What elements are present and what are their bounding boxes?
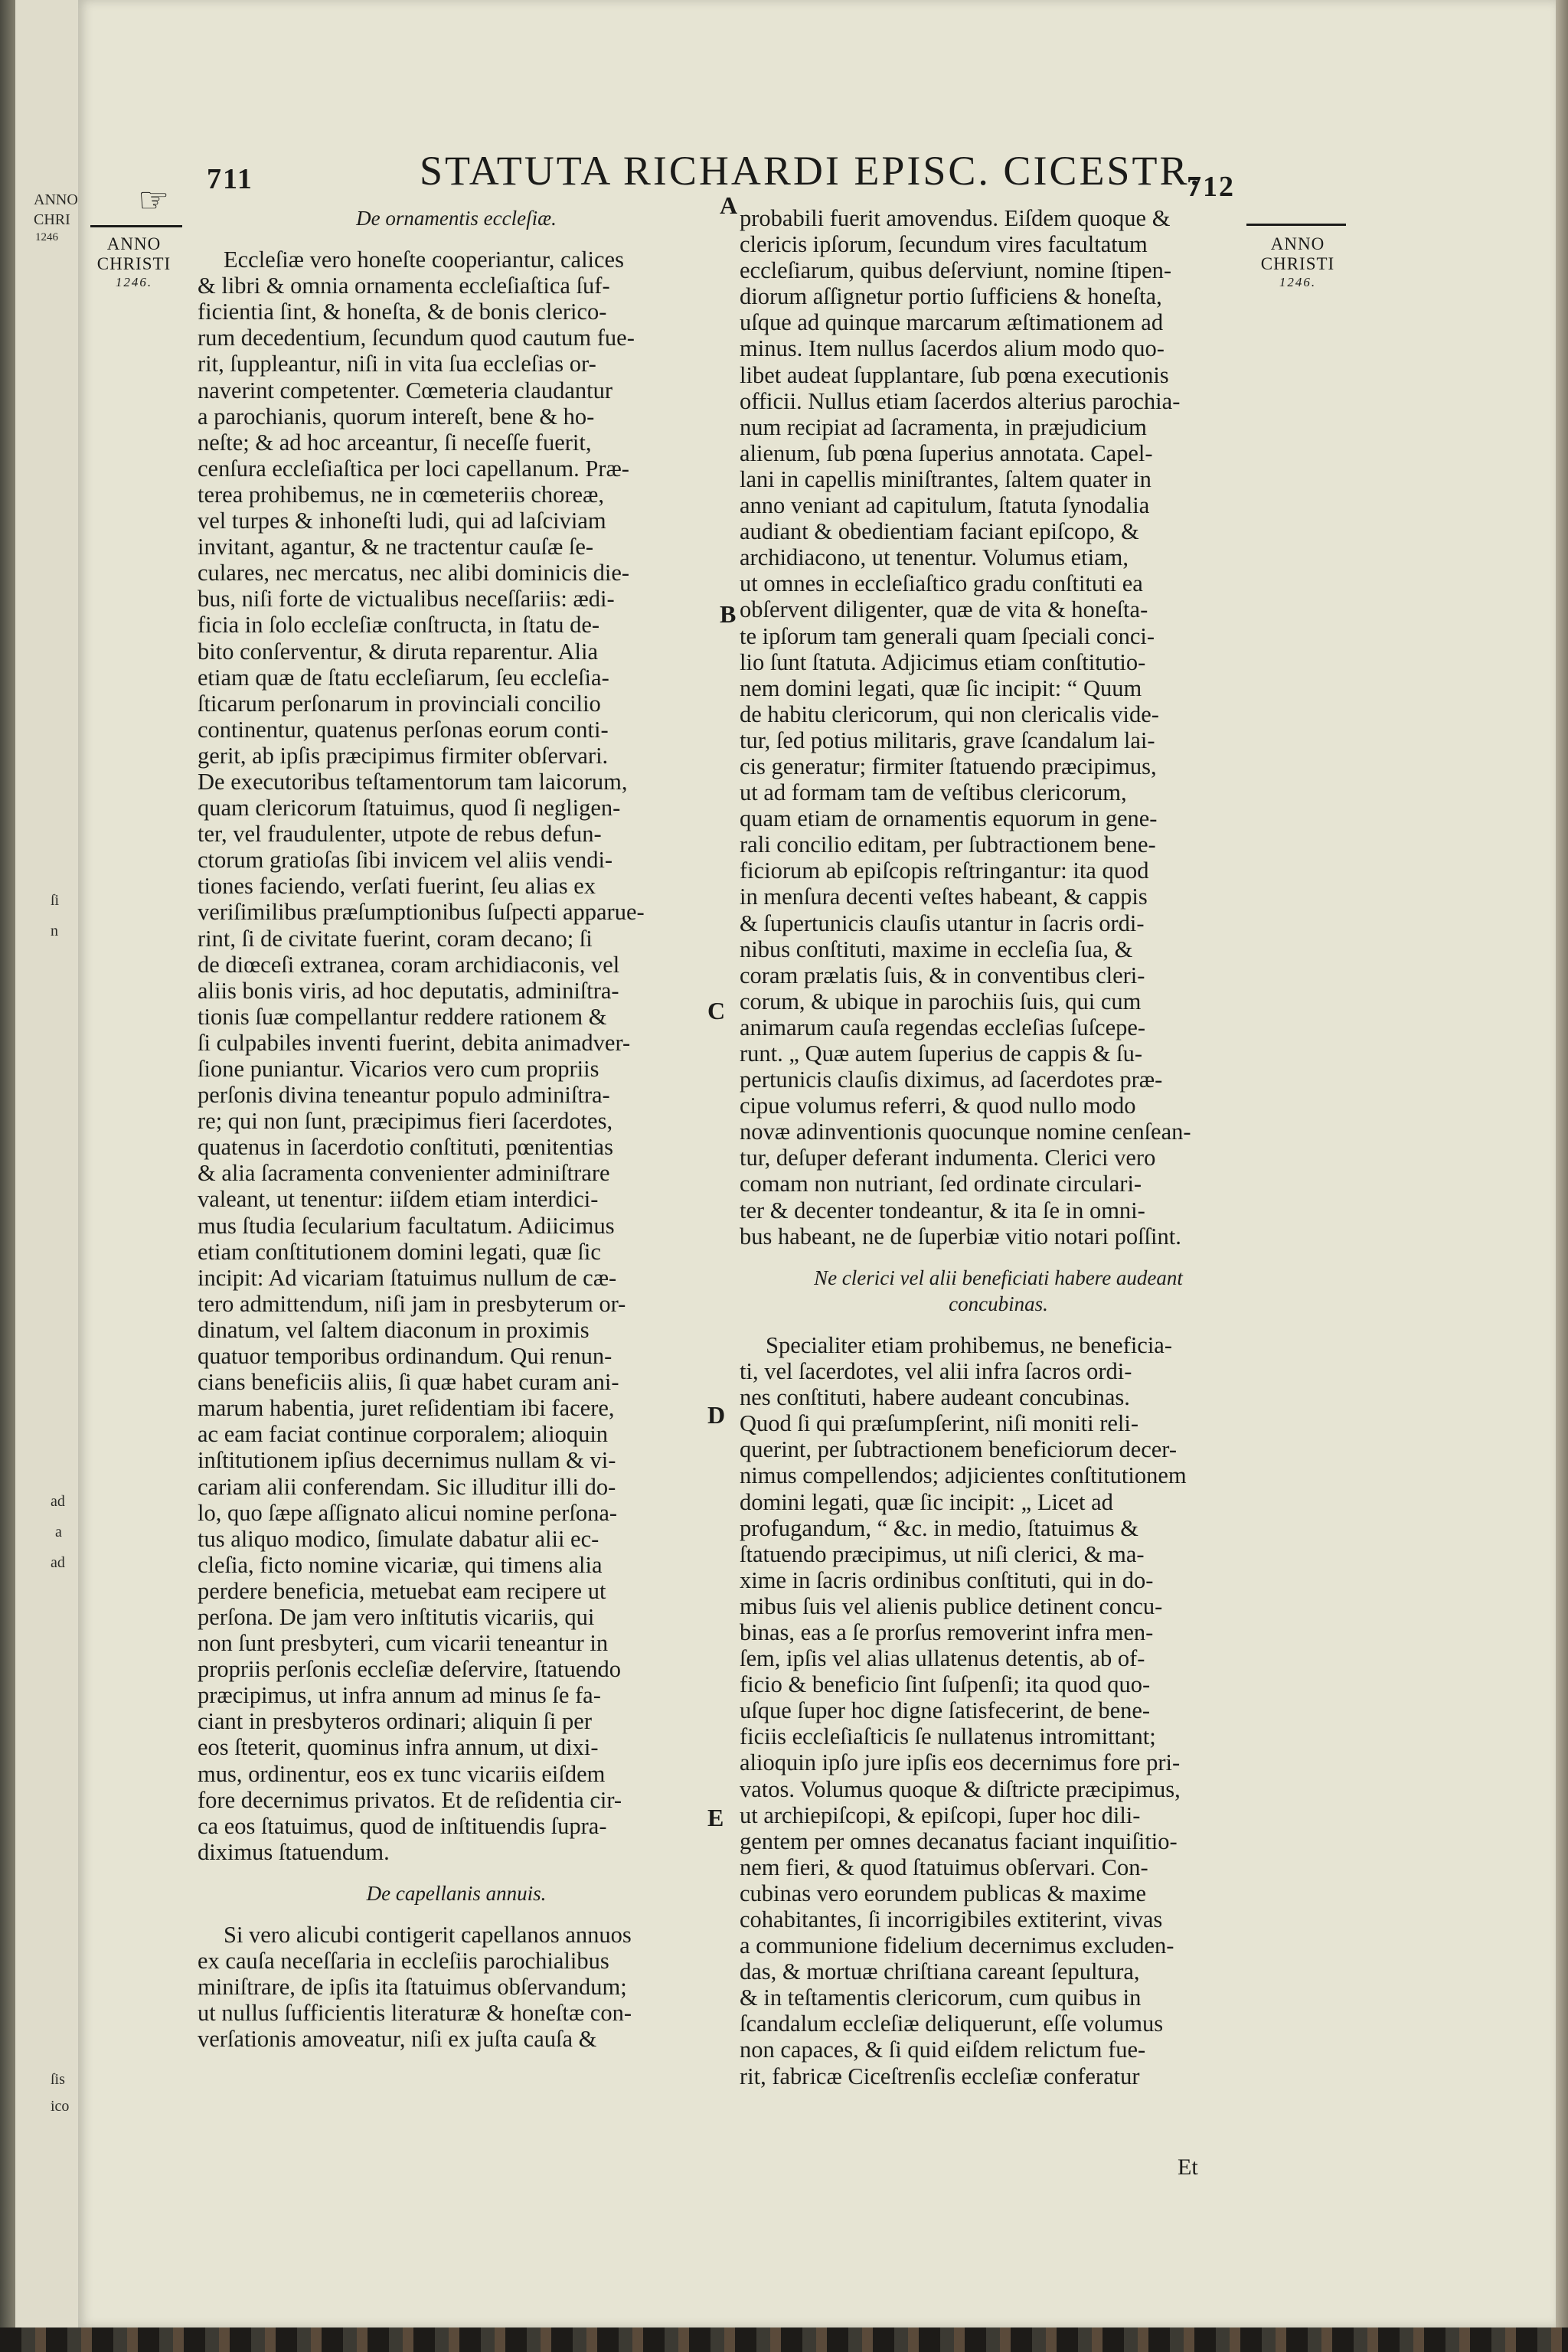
text-column-right (740, 205, 1257, 2089)
text-line: non capaces, & ſi quid eiſdem relictum fue- (740, 2037, 1146, 2063)
running-head: STATUTA RICHARDI EPISC. CICESTR. (420, 148, 1202, 194)
text-line: uſque ad quinque marcarum æſtimationem ad (740, 309, 1164, 336)
text-line: eccleſiarum, quibus deſerviunt, nomine ſtipen- (740, 257, 1172, 284)
catchword: Et (1178, 2154, 1198, 2180)
text-line: propriis perſonis eccleſiæ deſervire, ſtatuendo (198, 1656, 622, 1683)
section-letter: C (707, 997, 726, 1024)
text-line: etiam conſtitutionem domini legati, quæ ſic (198, 1238, 601, 1265)
prev-fragment: ad (51, 1493, 65, 1510)
text-line: cubinas vero eorundem publicas & maxime (740, 1880, 1147, 1906)
text-line: comam non nutriant, ſed ordinate circulari- (740, 1171, 1142, 1197)
text-line: libet audeat ſupplantare, ſub pœna executionis (740, 361, 1169, 388)
text-line: cariam alii conferendam. Sic illuditur illi do- (198, 1473, 616, 1500)
text-line: verſationis amoveatur, niſi ex juſta cauſa & (198, 2026, 597, 2053)
text-line: das, & mortuæ chriſtiana careant ſepultura, (740, 1958, 1140, 1985)
text-line: domini legati, quæ ſic incipit: „ Licet ad (740, 1488, 1113, 1515)
text-line: præcipimus, ut infra annum ad minus ſe fa- (198, 1682, 601, 1709)
text-line: nimus compellendos; adjicientes conſtitutionem (740, 1462, 1187, 1489)
text-line: aliis bonis viris, ad hoc deputatis, adminiſtra- (198, 977, 619, 1004)
text-line: ac eam faciat continue corporalem; alioquin (198, 1421, 609, 1448)
text-line: uſque ſuper hoc digne ſatisfecerint, de bene- (740, 1697, 1151, 1724)
text-line: invitant, agantur, & ne tractentur cauſæ ſe- (198, 534, 594, 560)
page-bottom-edge (0, 2328, 1568, 2352)
text-line: non ſunt presbyteri, cum vicarii teneantur in (198, 1630, 609, 1657)
text-line: culares, nec mercatus, nec alibi dominicis die- (198, 560, 630, 586)
prev-fragment: ad (51, 1554, 65, 1571)
text-line: ter & decenter tondeantur, & ita ſe in omni- (740, 1197, 1145, 1223)
text-line: querint, per ſubtractionem beneficiorum decer- (740, 1436, 1178, 1463)
text-line: de diœceſi extranea, coram archidiaconis, vel (198, 951, 620, 978)
manicule-icon: ☞ (138, 181, 170, 220)
text-line: marum habentia, juret reſidentiam ibi facere, (198, 1395, 615, 1422)
text-line: perſona. De jam vero inſtitutis vicariis, qui (198, 1603, 595, 1630)
text-line: num recipiat ad ſacramenta, in præjudicium (740, 413, 1147, 440)
text-line: Eccleſiæ vero honeſte cooperiantur, calices (224, 247, 624, 273)
text-line: coram prælatis ſuis, & in conventibus cleri- (740, 962, 1145, 988)
text-line: rit, fabricæ Ciceſtrenſis eccleſiæ conferatur (740, 2063, 1140, 2089)
margin-rule-left (90, 225, 182, 227)
text-line: profugandum, “ &c. in medio, ſtatuimus & (740, 1514, 1138, 1541)
text-line: & alia ſacramenta convenienter adminiſtrare (198, 1160, 610, 1187)
prev-fragment: 1246 (35, 231, 58, 243)
text-line: xime in ſacris ordinibus conſtituti, qui in do- (740, 1566, 1154, 1593)
prev-fragment: a (55, 1524, 62, 1540)
text-line: de habitu clericorum, qui non clericalis vide- (740, 701, 1159, 727)
text-line: cleſia, ficto nomine vicariæ, qui timens alia (198, 1551, 603, 1578)
section-letter: A (720, 191, 738, 219)
text-line: ut omnes in eccleſiaſtico gradu conſtituti ea (740, 570, 1143, 597)
text-line: rum decedentium, ſecundum quod cautum fue- (198, 325, 635, 351)
text-line: neſte; & ad hoc arceantur, ſi neceſſe fuerit, (198, 429, 592, 456)
text-line: bus habeant, ne de ſuperbiæ vitio notari poſſint. (740, 1223, 1181, 1250)
text-line: perſonis divina teneantur populo adminiſtra- (198, 1082, 610, 1109)
text-line: ſione puniantur. Vicarios vero cum propriis (198, 1056, 599, 1082)
text-line: nem fieri, & quod ſtatuimus obſervari. Con- (740, 1854, 1148, 1880)
text-line: tionis ſuæ compellantur reddere rationem & (198, 1003, 607, 1030)
previous-page-edge (15, 0, 80, 2328)
section-heading: De ornamentis eccleſiæ. (356, 207, 557, 230)
text-line: tur, deſuper deferant indumenta. Clerici vero (740, 1145, 1156, 1171)
text-line: ſtatuendo præcipimus, ut niſi clerici, & ma- (740, 1540, 1145, 1567)
text-line: veriſimilibus præſumptionibus ſuſpecti apparue- (198, 899, 645, 926)
margin-note-right: ANNO CHRISTI 1246. (1260, 234, 1335, 289)
text-line: rali concilio editam, per ſubtractionem bene- (740, 831, 1156, 858)
text-line: ficientia ſint, & honeſta, & de bonis clerico- (198, 299, 607, 325)
text-line: tur, ſed potius militaris, grave ſcandalum lai- (740, 727, 1155, 753)
text-line: diorum aſſignetur portio ſufficiens & honeſta, (740, 283, 1162, 310)
text-line: inſtitutionem ipſius decernimus nullam & vi- (198, 1447, 616, 1474)
text-line: nem domini legati, quæ ſic incipit: “ Quum (740, 675, 1142, 701)
text-line: quam etiam de ornamentis equorum in gene- (740, 805, 1158, 832)
text-line: ut nullus ſufficientis literaturæ & honeſtæ con- (198, 2000, 632, 2027)
text-line: ut archiepiſcopi, & epiſcopi, ſuper hoc dili- (740, 1802, 1141, 1828)
text-line: vatos. Volumus quoque & diſtricte præcipimus, (740, 1775, 1181, 1802)
text-line: Si vero alicubi contigerit capellanos annuos (224, 1922, 632, 1948)
text-line: cians beneficiis aliis, ſi quæ habet curam ani- (198, 1369, 619, 1396)
text-line: corum, & ubique in parochiis ſuis, qui cum (740, 988, 1142, 1014)
prev-fragment: ico (51, 2098, 70, 2115)
section-letter: D (707, 1401, 726, 1429)
text-line: valeant, ut tenentur: iiſdem etiam interdici- (198, 1186, 599, 1213)
text-line: ter, vel fraudulenter, utpote de rebus defun- (198, 821, 602, 848)
text-line: vel turpes & inhoneſti ludi, qui ad laſciviam (198, 508, 606, 534)
text-line: re; qui non ſunt, præcipimus fieri ſacerdotes, (198, 1108, 613, 1135)
margin-note-left: ANNO CHRISTI 1246. (96, 234, 172, 289)
prev-fragment: ſis (51, 2071, 65, 2088)
text-line: miniſtrare, de ipſis ita ſtatuimus obſervandum; (198, 1974, 627, 2001)
section-letter: E (707, 1804, 724, 1831)
text-line: dinatum, vel ſaltem diaconum in proximis (198, 1316, 590, 1343)
text-line: cohabitantes, ſi incorrigibiles extiterint, vivas (740, 1906, 1163, 1932)
text-line: mibus ſuis vel alienis publice detinent concu- (740, 1592, 1163, 1619)
text-line: ſem, ipſis vel alias ullatenus detentis, ab of- (740, 1645, 1145, 1672)
text-line: te ipſorum tam generali quam ſpeciali conci- (740, 622, 1155, 649)
text-line: continentur, quatenus perſonas eorum conti- (198, 716, 609, 743)
text-line: ſi culpabiles inventi fuerint, debita animadver- (198, 1029, 631, 1056)
text-line: novæ adinventionis quocunque nomine cenſean- (740, 1119, 1191, 1145)
line-space (740, 1317, 1257, 1332)
page-edge (1556, 0, 1568, 2328)
text-line: nes conſtituti, habere audeant concubinas. (740, 1384, 1130, 1411)
text-line: & ſupertunicis clauſis utantur in ſacris ordi- (740, 910, 1145, 936)
text-line: tus aliquo modico, ſimulate dabatur alii ec- (198, 1525, 599, 1552)
text-line: ut ad formam tam de veſtibus clericorum, (740, 779, 1127, 806)
text-line: a communione fidelium decernimus excluden- (740, 1932, 1174, 1959)
text-line: De executoribus teſtamentorum tam laicorum, (198, 768, 628, 795)
text-line: Specialiter etiam prohibemus, ne beneficia- (766, 1331, 1172, 1358)
line-space (198, 1906, 715, 1922)
text-line: archidiacono, ut tenentur. Volumus etiam, (740, 544, 1129, 571)
text-line: mus ſtudia ſecularium facultatum. Adiicimus (198, 1212, 615, 1239)
section-letter: B (720, 600, 737, 628)
text-line: gerit, ab ipſis præcipimus firmiter obſervari. (198, 742, 609, 769)
text-line: bito conſerventur, & diruta reparentur. Alia (198, 638, 599, 665)
section-heading: concubinas. (949, 1292, 1048, 1315)
text-line: runt. „ Quæ autem ſuperius de cappis & ſu- (740, 1040, 1143, 1067)
page-number-right: 712 (1187, 171, 1235, 203)
text-line: ficiis eccleſiaſticis ſe nullatenus intromittant; (740, 1723, 1156, 1750)
text-line: diximus ſtatuendum. (198, 1838, 390, 1865)
text-line: lani in capellis miniſtrantes, ſaltem quater in (740, 466, 1152, 492)
line-space (740, 1250, 1257, 1265)
text-line: ficiorum ab epiſcopis reſtringantur: ita quod (740, 858, 1149, 884)
text-line: in menſura decenti veſtes habeant, & cappis (740, 884, 1148, 910)
text-line: pertunicis clauſis diximus, ad ſacerdotes præ- (740, 1067, 1163, 1093)
text-line: animarum cauſa regendas eccleſias ſuſcepe- (740, 1014, 1146, 1040)
text-line: cipue volumus referri, & quod nullo modo (740, 1093, 1136, 1119)
text-line: ſcandalum eccleſiæ deliquerunt, eſſe volumus (740, 2011, 1164, 2037)
text-line: naverint competenter. Cœmeteria claudantur (198, 377, 613, 403)
text-line: anno veniant ad capitulum, ſtatuta ſynodalia (740, 492, 1150, 519)
text-line: cis generatur; firmiter ſtatuendo præcipimus, (740, 753, 1157, 779)
text-line: mus, ordinentur, eos ex tunc vicariis eiſdem (198, 1760, 606, 1787)
text-line: ti, vel ſacerdotes, vel alii infra ſacros ordi- (740, 1358, 1132, 1385)
text-line: ex cauſa neceſſaria in eccleſiis parochialibus (198, 1948, 609, 1975)
prev-fragment: ANNO (34, 191, 78, 208)
line-space (198, 231, 715, 247)
text-line: terea prohibemus, ne in cœmeteriis choreæ, (198, 481, 605, 508)
text-line: alienum, ſub pœna ſuperius annotata. Capel- (740, 439, 1153, 466)
text-line: Quod ſi qui præſumpſerint, niſi moniti reli- (740, 1410, 1139, 1437)
text-line: quatenus in ſacerdotio conſtituti, pœnitentias (198, 1134, 613, 1161)
text-line: fore decernimus privatos. Et de reſidentia cir- (198, 1786, 622, 1813)
margin-rule-right (1246, 224, 1346, 226)
text-line: a parochianis, quorum intereſt, bene & ho- (198, 403, 595, 430)
text-line: ficio & beneficio ſint ſuſpenſi; ita quod quo- (740, 1671, 1151, 1698)
prev-fragment: n (51, 923, 58, 939)
text-line: ſticarum perſonarum in provinciali concilio (198, 690, 601, 717)
section-heading: Ne clerici vel alii beneficiati habere audeant (814, 1266, 1183, 1289)
text-line: cenſura eccleſiaſtica per loci capellanum. Præ- (198, 455, 629, 482)
text-line: ctorum gratioſas ſibi invicem vel aliis vendi- (198, 847, 613, 874)
prev-fragment: CHRI (34, 211, 70, 228)
text-line: obſervent diligenter, quæ de vita & honeſta- (740, 596, 1148, 623)
text-line: gentem per omnes decanatus faciant inquiſitio- (740, 1828, 1178, 1854)
text-line: quam clericorum ſtatuimus, quod ſi negligen- (198, 795, 621, 822)
text-line: eos ſteterit, quominus infra annum, ut dixi- (198, 1734, 599, 1761)
text-column-left (198, 205, 715, 2052)
text-line: alioquin ipſo jure ipſis eos decernimus fore pri- (740, 1749, 1181, 1776)
page-number-left: 711 (207, 163, 253, 195)
prev-fragment: ſi (51, 892, 60, 909)
text-line: & libri & omnia ornamenta eccleſiaſtica ſuf- (198, 273, 610, 299)
text-line: lo, quo ſæpe aſſignato alicui nomine perſona- (198, 1499, 618, 1526)
text-line: ficia in ſolo eccleſiæ conſtructa, in ſtatu de- (198, 612, 600, 639)
text-line: ca eos ſtatuimus, quod de inſtituendis ſupra- (198, 1812, 607, 1839)
text-line: rit, ſuppleantur, niſi in vita ſua eccleſias or- (198, 351, 596, 377)
line-space (198, 1865, 715, 1880)
text-line: officii. Nullus etiam ſacerdos alterius parochia- (740, 387, 1181, 414)
text-line: perdere beneficia, metuebat eam recipere ut (198, 1577, 606, 1604)
text-line: probabili fuerit amovendus. Eiſdem quoque & (740, 205, 1171, 231)
text-line: minus. Item nullus ſacerdos alium modo quo- (740, 335, 1165, 362)
text-line: quatuor temporibus ordinandum. Qui renun- (198, 1343, 612, 1370)
text-line: & in teſtamentis clericorum, cum quibus in (740, 1984, 1142, 2011)
text-line: lio ſunt ſtatuta. Adjicimus etiam conſtitutio- (740, 648, 1146, 675)
text-line: binas, eas a ſe prorſus removerint infra men- (740, 1619, 1154, 1645)
text-line: bus, niſi forte de victualibus neceſſariis: ædi- (198, 586, 615, 612)
text-line: nibus conſtituti, maxime in eccleſia ſua, & (740, 936, 1133, 962)
text-line: rint, ſi de civitate fuerint, coram decano; ſi (198, 925, 593, 952)
text-line: ciant in presbyteros ordinari; aliquin ſi per (198, 1708, 592, 1735)
section-heading: De capellanis annuis. (366, 1881, 547, 1905)
text-line: audiant & obedientiam faciant epiſcopo, & (740, 518, 1139, 545)
text-line: tiones faciendo, verſati fuerint, ſeu alias ex (198, 873, 596, 900)
text-line: clericis ipſorum, ſecundum vires facultatum (740, 231, 1148, 258)
text-line: tero admittendum, niſi jam in presbyterum or- (198, 1290, 626, 1317)
text-line: etiam quæ de ſtatu eccleſiarum, ſeu eccleſia- (198, 664, 609, 691)
text-line: incipit: Ad vicariam ſtatuimus nullum de cæ- (198, 1264, 617, 1291)
